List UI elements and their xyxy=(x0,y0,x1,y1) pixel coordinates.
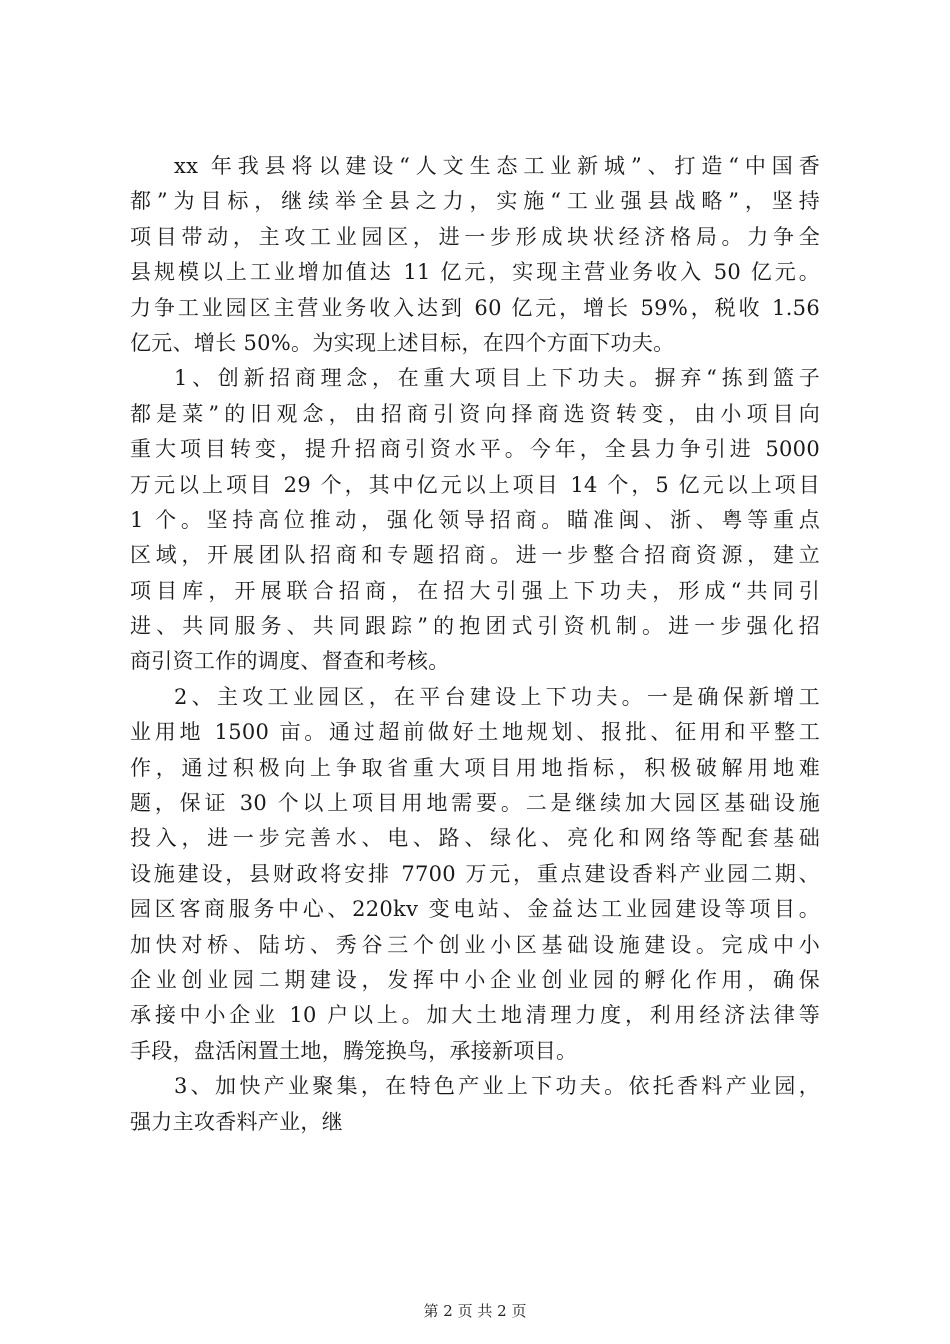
paragraph-line: 项目库，开展联合招商，在招大引强上下功夫，形成“共同引 xyxy=(130,578,820,603)
paragraph-line: 1、创新招商理念，在重大项目上下功夫。摒弃“拣到篮子 xyxy=(174,366,820,391)
paragraph-line: 强力主攻香料产业，继 xyxy=(130,1109,343,1134)
page-number: 第 2 页 共 2 页 xyxy=(423,1302,527,1320)
paragraph-investment xyxy=(130,361,820,680)
paragraph-line: 商引资工作的调度、督查和考核。 xyxy=(130,649,450,674)
paragraph-line: 1 个。坚持高位推动，强化领导招商。瞄准闽、浙、粤等重点 xyxy=(130,507,820,532)
paragraph-line: 园区客商服务中心、220kv 变电站、金益达工业园建设等项目。 xyxy=(130,897,820,922)
paragraph-line: 设施建设，县财政将安排 7700 万元，重点建设香料产业园二期、 xyxy=(130,861,820,886)
paragraph-industry-cluster xyxy=(130,1069,820,1140)
paragraph-line: 都是菜”的旧观念，由招商引资向择商选资转变，由小项目向 xyxy=(130,401,820,426)
paragraph-line: 手段，盘活闲置土地，腾笼换鸟，承接新项目。 xyxy=(130,1038,578,1063)
paragraph-line: 进、共同服务、共同跟踪”的抱团式引资机制。进一步强化招 xyxy=(130,614,820,639)
page-footer xyxy=(0,1300,950,1321)
paragraph-line: 万元以上项目 29 个，其中亿元以上项目 14 个，5 亿元以上项目 xyxy=(130,472,820,497)
paragraph-line: 业用地 1500 亩。通过超前做好土地规划、报批、征用和平整工 xyxy=(130,720,820,745)
paragraph-line: 承接中小企业 10 户以上。加大土地清理力度，利用经济法律等 xyxy=(130,1003,820,1028)
paragraph-line: 2、主攻工业园区，在平台建设上下功夫。一是确保新增工 xyxy=(174,684,820,709)
paragraph-line: 都”为目标，继续举全县之力，实施“工业强县战略”，坚持 xyxy=(130,189,820,214)
paragraph-line: 亿元、增长 50%。为实现上述目标，在四个方面下功夫。 xyxy=(130,330,675,355)
paragraph-line: 区域，开展团队招商和专题招商。进一步整合招商资源，建立 xyxy=(130,543,820,568)
paragraph-line: 项目带动，主攻工业园区，进一步形成块状经济格局。力争全 xyxy=(130,224,820,249)
paragraph-industrial-park xyxy=(130,680,820,1069)
paragraph-line: 县规模以上工业增加值达 11 亿元，实现主营业务收入 50 亿元。 xyxy=(130,260,820,285)
paragraph-line: 企业创业园二期建设，发挥中小企业创业园的孵化作用，确保 xyxy=(130,967,820,992)
paragraph-line: 投入，进一步完善水、电、路、绿化、亮化和网络等配套基础 xyxy=(130,826,820,851)
paragraph-line: 3、加快产业聚集，在特色产业上下功夫。依托香料产业园， xyxy=(174,1074,820,1099)
paragraph-line: 作，通过积极向上争取省重大项目用地指标，积极破解用地难 xyxy=(130,755,820,780)
paragraph-line: xx 年我县将以建设“人文生态工业新城”、打造“中国香 xyxy=(174,154,820,178)
paragraph-line: 加快对桥、陆坊、秀谷三个创业小区基础设施建设。完成中小 xyxy=(130,932,820,957)
paragraph-targets xyxy=(130,149,820,361)
document-body xyxy=(130,149,820,1140)
paragraph-line: 力争工业园区主营业务收入达到 60 亿元，增长 59%，税收 1.56 xyxy=(130,295,820,320)
paragraph-line: 题，保证 30 个以上项目用地需要。二是继续加大园区基础设施 xyxy=(130,791,820,816)
paragraph-line: 重大项目转变，提升招商引资水平。今年，全县力争引进 5000 xyxy=(130,437,820,462)
